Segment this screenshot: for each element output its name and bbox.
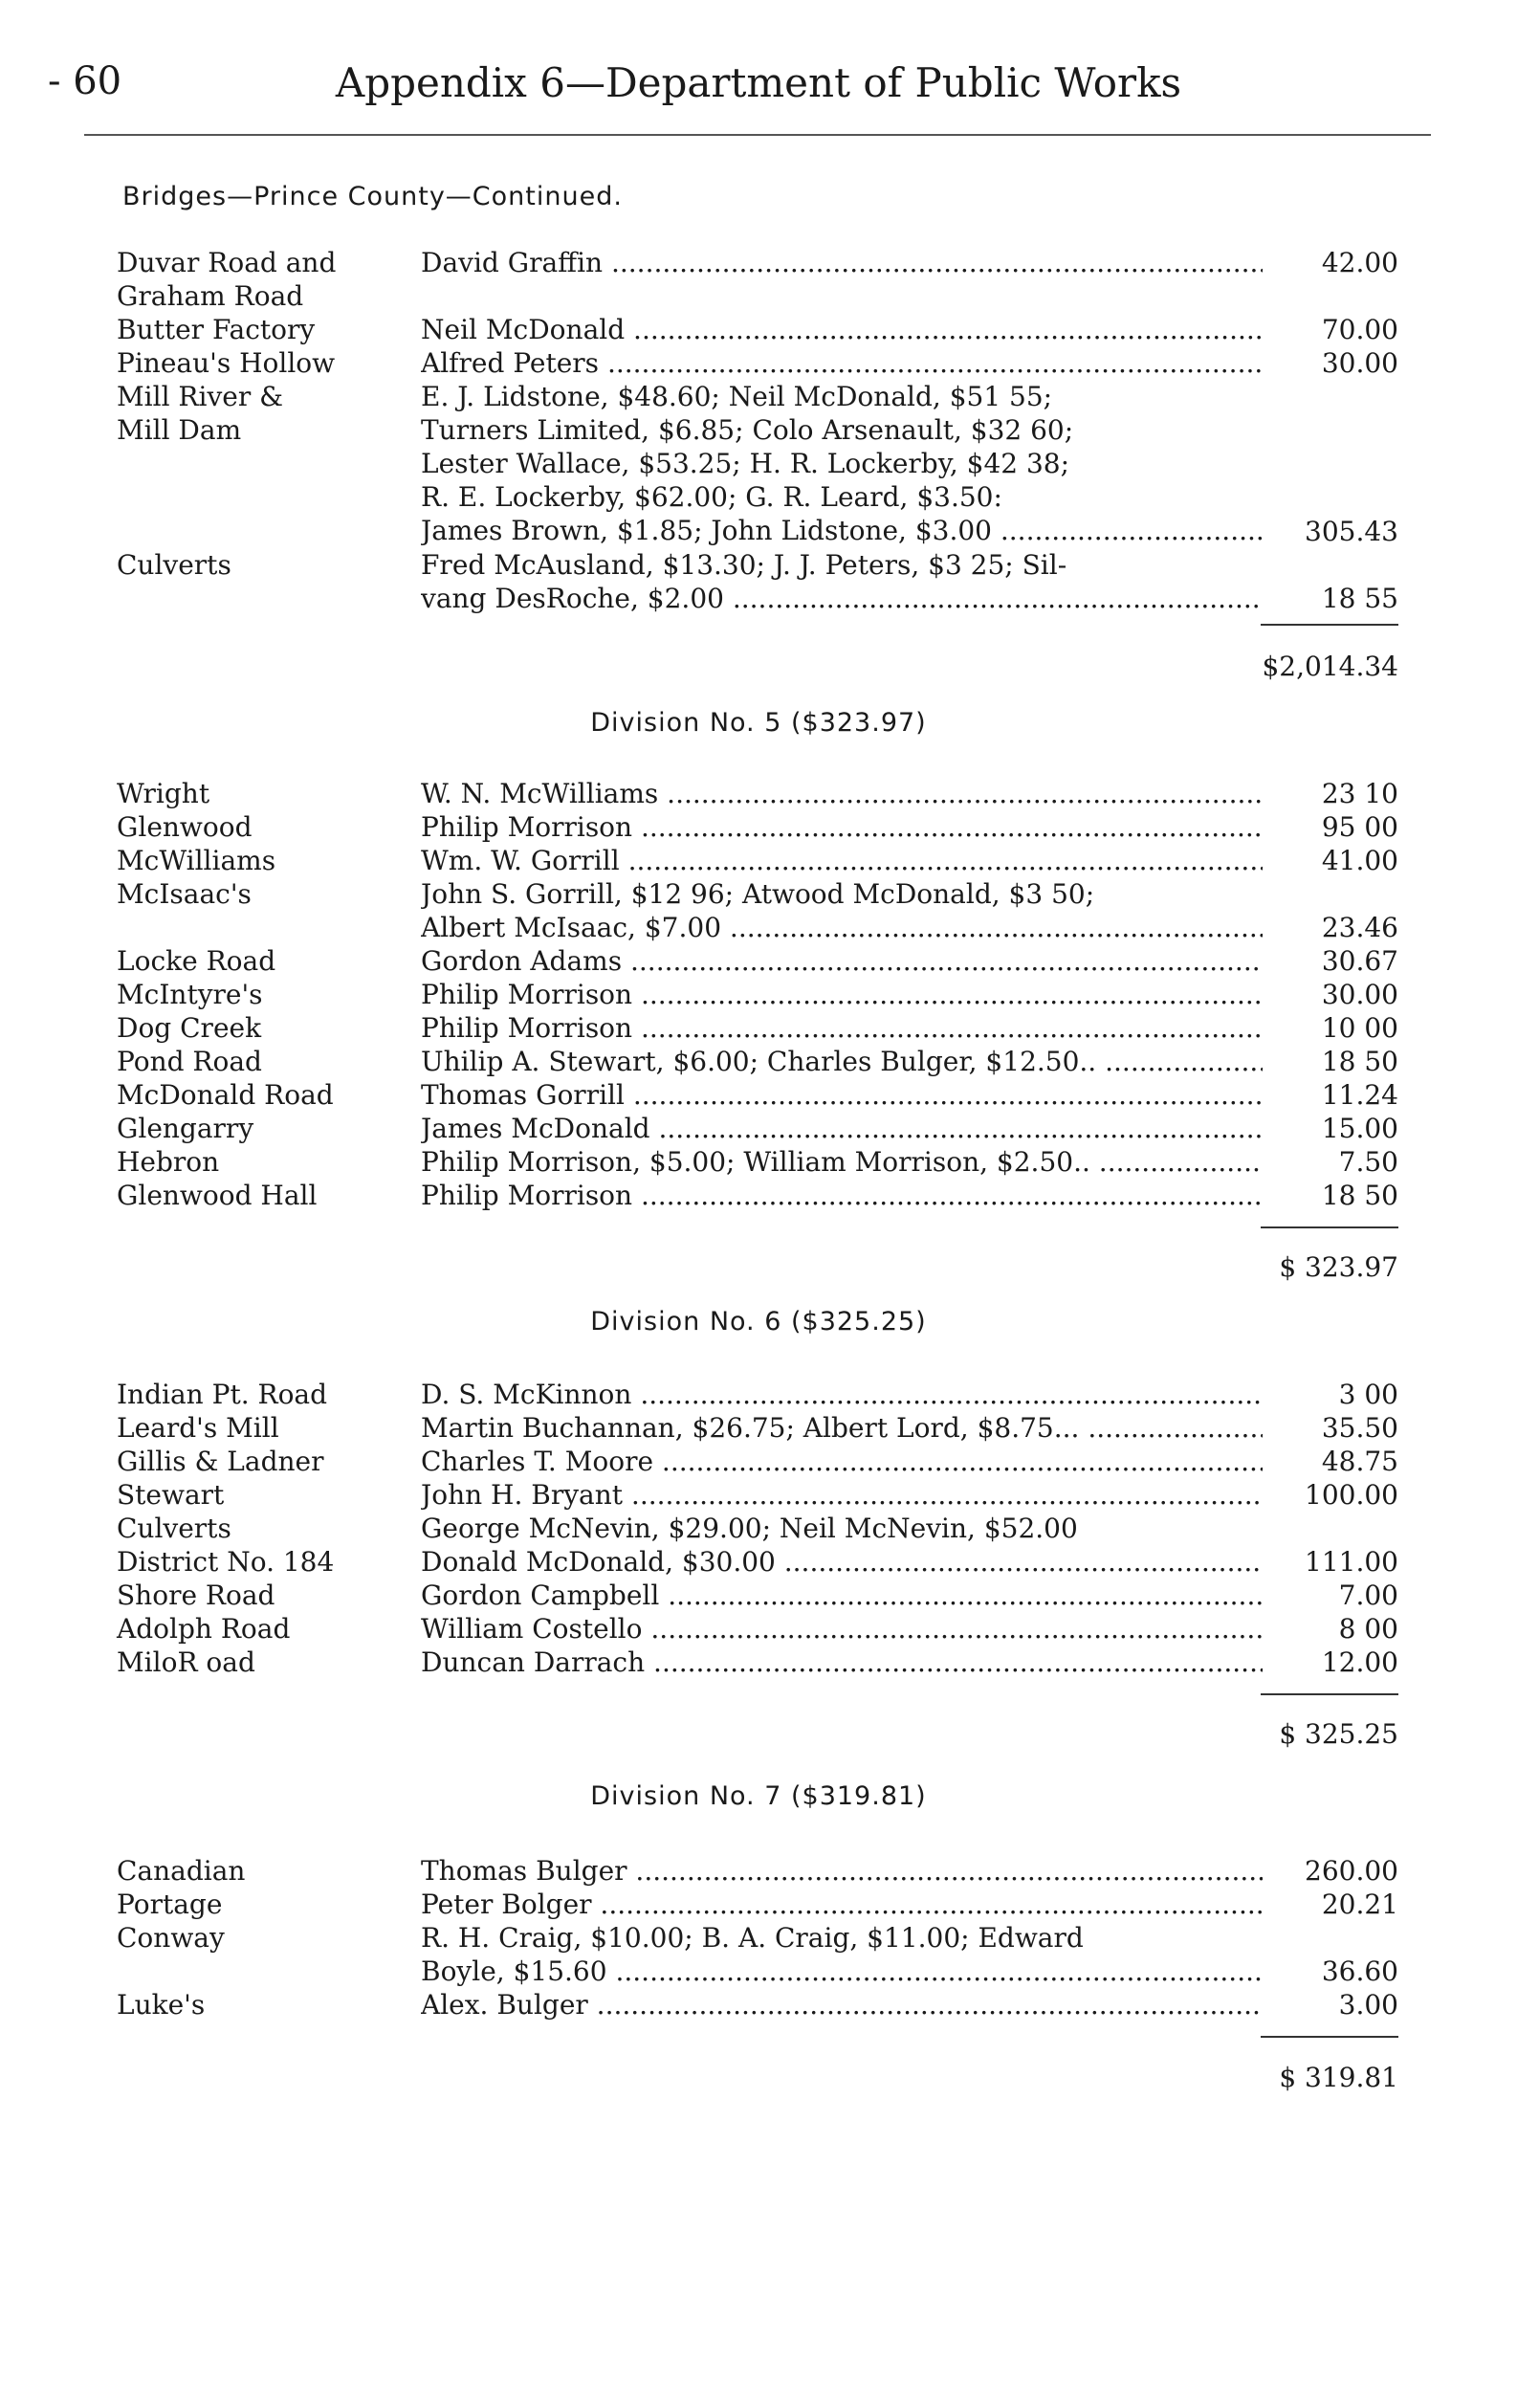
- total-rule: [1261, 624, 1398, 626]
- location: [117, 978, 404, 1011]
- location: [117, 1145, 404, 1179]
- page-title: Appendix 6—Department of Public Works: [335, 59, 1182, 106]
- payee-line: Turners Limited, $6.85; Colo Arsenault, $32 60;: [421, 414, 1074, 446]
- amount: 10 00: [1321, 1012, 1398, 1044]
- payee-line: Boyle, $15.60 .....: [421, 1955, 1263, 1988]
- payees: [421, 1011, 1263, 1045]
- amount: 12.00: [1321, 1646, 1398, 1678]
- amount: 35.50: [1321, 1412, 1398, 1444]
- payee-line: Duncan Darrach .....: [421, 1646, 1263, 1679]
- amount: 20.21: [1321, 1889, 1398, 1920]
- location: [117, 1112, 404, 1145]
- division-heading: Division No. 5 ($323.97): [590, 708, 927, 738]
- location: [117, 246, 404, 313]
- payee-line: George McNevin, $29.00; Neil McNevin, $52.00: [421, 1513, 1078, 1544]
- amount: 11.24: [1321, 1079, 1398, 1111]
- location-line: Stewart: [117, 1479, 225, 1511]
- amount: 100.00: [1305, 1479, 1398, 1511]
- location: [117, 1411, 404, 1445]
- location-line: District No. 184: [117, 1546, 335, 1578]
- payees: [421, 1445, 1263, 1478]
- location: [117, 1011, 404, 1045]
- amount: 111.00: [1305, 1546, 1398, 1578]
- payee-line: R. H. Craig, $10.00; B. A. Craig, $11.00; Edward: [421, 1922, 1084, 1954]
- location-line: Canadian: [117, 1855, 246, 1887]
- total-rule: [1261, 1226, 1398, 1228]
- payee-line: Donald McDonald, $30.00 .....: [421, 1545, 1263, 1579]
- payees: [421, 1854, 1263, 1888]
- payee-line: Neil McDonald .....: [421, 313, 1263, 346]
- payees: [421, 777, 1263, 810]
- payees: [421, 1921, 1263, 1988]
- location-line: Leard's Mill: [117, 1412, 279, 1444]
- payees: [421, 1378, 1263, 1411]
- location-line: McWilliams: [117, 845, 276, 876]
- section-total: $ 325.25: [1279, 1718, 1398, 1750]
- location: [117, 1579, 404, 1612]
- payee-line: Philip Morrison .....: [421, 810, 1263, 844]
- payee-line: Philip Morrison .....: [421, 978, 1263, 1011]
- location-line: Graham Road: [117, 280, 304, 312]
- page-number: - 60: [48, 59, 122, 103]
- payee-line: Martin Buchannan, $26.75; Albert Lord, $8.75... .....: [421, 1411, 1263, 1445]
- location: [117, 1646, 404, 1679]
- location-line: Shore Road: [117, 1580, 275, 1611]
- location-line: Hebron: [117, 1146, 220, 1178]
- payee-line: Peter Bolger .....: [421, 1888, 1263, 1921]
- location: [117, 1854, 404, 1888]
- payee-line: R. E. Lockerby, $62.00; G. R. Leard, $3.50:: [421, 481, 1002, 513]
- payees: [421, 1545, 1263, 1579]
- payees: [421, 380, 1263, 547]
- location: [117, 1078, 404, 1112]
- total-rule: [1261, 1693, 1398, 1695]
- amount: 30.00: [1321, 347, 1398, 379]
- location-line: Locke Road: [117, 945, 276, 977]
- payees: [421, 1112, 1263, 1145]
- location-line: Luke's: [117, 1989, 206, 2021]
- location-line: Butter Factory: [117, 314, 316, 345]
- payees: [421, 844, 1263, 877]
- payees: [421, 978, 1263, 1011]
- payees: [421, 1612, 1263, 1646]
- payees: [421, 1411, 1263, 1445]
- payees: [421, 548, 1263, 615]
- location: [117, 844, 404, 877]
- payee-line: John H. Bryant .....: [421, 1478, 1263, 1512]
- amount: 70.00: [1321, 314, 1398, 345]
- location-line: McIntyre's: [117, 979, 263, 1010]
- payees: [421, 1512, 1263, 1545]
- location: [117, 313, 404, 346]
- location-line: Pond Road: [117, 1046, 262, 1077]
- amount: 23.46: [1321, 912, 1398, 944]
- division-heading: Division No. 7 ($319.81): [590, 1781, 927, 1811]
- amount: 18 50: [1321, 1046, 1398, 1077]
- location: [117, 1921, 404, 1955]
- location-line: Culverts: [117, 1513, 231, 1544]
- payees: [421, 1579, 1263, 1612]
- location: [117, 1179, 404, 1212]
- payee-line: Alex. Bulger .....: [421, 1988, 1263, 2021]
- payee-line: David Graffin .....: [421, 246, 1263, 279]
- section-total: $2,014.34: [1262, 651, 1398, 682]
- amount: 8 00: [1338, 1613, 1398, 1645]
- location: [117, 548, 404, 582]
- location: [117, 1045, 404, 1078]
- payee-line: John S. Gorrill, $12 96; Atwood McDonald, $3 50;: [421, 878, 1095, 910]
- location: [117, 1988, 404, 2021]
- payee-line: James McDonald .....: [421, 1112, 1263, 1145]
- amount: 95 00: [1321, 811, 1398, 843]
- payee-line: Philip Morrison .....: [421, 1179, 1263, 1212]
- payee-line: D. S. McKinnon .....: [421, 1378, 1263, 1411]
- location-line: Pineau's Hollow: [117, 347, 336, 379]
- payee-line: Charles T. Moore .....: [421, 1445, 1263, 1478]
- location: [117, 1378, 404, 1411]
- payee-line: Thomas Bulger .....: [421, 1854, 1263, 1888]
- payees: [421, 246, 1263, 279]
- payee-line: Thomas Gorrill .....: [421, 1078, 1263, 1112]
- location-line: Gillis & Ladner: [117, 1446, 324, 1477]
- location: [117, 1545, 404, 1579]
- section-total: $ 319.81: [1279, 2062, 1398, 2093]
- amount: 305.43: [1305, 515, 1398, 547]
- payee-line: Wm. W. Gorrill .....: [421, 844, 1263, 877]
- location: [117, 346, 404, 380]
- payee-line: E. J. Lidstone, $48.60; Neil McDonald, $51 55;: [421, 381, 1053, 412]
- amount: 15.00: [1321, 1113, 1398, 1144]
- location-line: McDonald Road: [117, 1079, 334, 1111]
- location-line: Culverts: [117, 549, 231, 581]
- amount: 3.00: [1338, 1989, 1398, 2021]
- location: [117, 810, 404, 844]
- section-total: $ 323.97: [1279, 1251, 1398, 1283]
- amount: 23 10: [1321, 778, 1398, 809]
- location-line: McIsaac's: [117, 878, 252, 910]
- location: [117, 1512, 404, 1545]
- location-line: Glengarry: [117, 1113, 254, 1144]
- payees: [421, 1646, 1263, 1679]
- payees: [421, 877, 1263, 944]
- payees: [421, 1478, 1263, 1512]
- payees: [421, 1045, 1263, 1078]
- payee-line: Fred McAusland, $13.30; J. J. Peters, $3 25; Sil-: [421, 549, 1067, 581]
- amount: 48.75: [1321, 1446, 1398, 1477]
- location: [117, 380, 404, 447]
- location-line: Glenwood: [117, 811, 253, 843]
- amount: 3 00: [1338, 1379, 1398, 1410]
- payee-line: Philip Morrison .....: [421, 1011, 1263, 1045]
- payee-line: Uhilip A. Stewart, $6.00; Charles Bulger, $12.50.. .....: [421, 1045, 1263, 1078]
- payee-line: Albert McIsaac, $7.00 .....: [421, 911, 1263, 944]
- location-line: Duvar Road and: [117, 247, 337, 278]
- payee-line: James Brown, $1.85; John Lidstone, $3.00 .....: [421, 514, 1263, 547]
- section-heading: Bridges—Prince County—Continued.: [122, 182, 623, 211]
- payees: [421, 1145, 1263, 1179]
- payee-line: W. N. McWilliams .....: [421, 777, 1263, 810]
- payee-line: vang DesRoche, $2.00 .....: [421, 582, 1263, 615]
- location: [117, 1612, 404, 1646]
- location-line: MiloR oad: [117, 1646, 255, 1678]
- amount: 36.60: [1321, 1955, 1398, 1988]
- payees: [421, 810, 1263, 844]
- amount: 42.00: [1321, 247, 1398, 278]
- amount: 18 50: [1321, 1180, 1398, 1211]
- payees: [421, 1888, 1263, 1921]
- amount: 18 55: [1321, 583, 1398, 615]
- page-header: [0, 0, 1517, 144]
- payee-line: Lester Wallace, $53.25; H. R. Lockerby, $42 38;: [421, 448, 1070, 479]
- location-line: Glenwood Hall: [117, 1180, 318, 1211]
- location: [117, 944, 404, 978]
- payees: [421, 1179, 1263, 1212]
- amount: 30.00: [1321, 979, 1398, 1010]
- payee-line: Alfred Peters .....: [421, 346, 1263, 380]
- location-line: Wright: [117, 778, 210, 809]
- amount: 41.00: [1321, 845, 1398, 876]
- payee-line: Gordon Adams .....: [421, 944, 1263, 978]
- payee-line: Gordon Campbell .....: [421, 1579, 1263, 1612]
- payees: [421, 1988, 1263, 2021]
- location-line: Conway: [117, 1922, 225, 1954]
- amount: 30.67: [1321, 945, 1398, 977]
- payees: [421, 944, 1263, 978]
- payee-line: Philip Morrison, $5.00; William Morrison, $2.50.. .....: [421, 1145, 1263, 1179]
- division-heading: Division No. 6 ($325.25): [590, 1307, 927, 1337]
- location: [117, 1445, 404, 1478]
- payees: [421, 1078, 1263, 1112]
- location: [117, 777, 404, 810]
- location-line: Adolph Road: [117, 1613, 291, 1645]
- location: [117, 1478, 404, 1512]
- location-line: Dog Creek: [117, 1012, 262, 1044]
- amount: 7.00: [1338, 1580, 1398, 1611]
- amount: 260.00: [1305, 1855, 1398, 1887]
- amount: 7.50: [1338, 1146, 1398, 1178]
- location-line: Mill Dam: [117, 414, 242, 446]
- location: [117, 877, 404, 911]
- payees: [421, 346, 1263, 380]
- location-line: Mill River &: [117, 381, 284, 412]
- total-rule: [1261, 2036, 1398, 2038]
- location: [117, 1888, 404, 1921]
- payees: [421, 313, 1263, 346]
- header-rule: [84, 134, 1431, 136]
- location-line: Indian Pt. Road: [117, 1379, 328, 1410]
- location-line: Portage: [117, 1889, 223, 1920]
- payee-line: William Costello .....: [421, 1612, 1263, 1646]
